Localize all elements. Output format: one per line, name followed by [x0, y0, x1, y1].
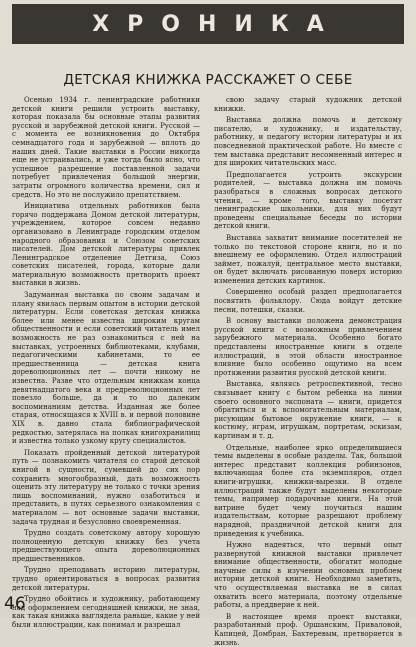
- paragraph: Совершенно особый раздел предполагается посвятить фольклору. Сюда войдут детские песни, потешки, сказки.: [214, 288, 402, 314]
- paragraph: Трудно обойтись и художнику, работающему над оформлением сегодняшней книжки, не зная, как такая книжка выглядела раньше, какие у ней были иллюстрации, как понимал и разрешал: [12, 595, 200, 630]
- right-text-column: [214, 96, 402, 647]
- paragraph: Выставка, являясь ретроспективной, тесно связывает книгу с бытом ребенка на линии своего основного экспоната — книги, придется обратиться и к вспомогательным материалам, рисующим бытовое окружение книги, — к костюму, играм, игрушкам, портретам, эскизам, картинам и т. д.: [214, 380, 402, 440]
- paragraph: В настоящее время проект выставки, разработанный проф. Оршанским, Приваловой, Капицей, Домбран, Бахтеревым, претворяется в жизнь.: [214, 612, 402, 647]
- paragraph: Трудно преподавать историю литературы, трудно ориентироваться в вопросах развития детской литературы.: [12, 566, 200, 592]
- paragraph: Инициатива отдельных работников была горячо поддержана Домом детской литературы, учреждением, которое совсем недавно организовано в Ленинграде городским отделом народного образования и Союзом советских писателей. Дом детской литературы привлек Ленинградское отделение Детгиза, Союз советских писателей, города, которые дали материальную возможность претворить проект выставки в жизнь.: [12, 202, 200, 288]
- paragraph: Выставка захватит внимание посетителей не только по текстовой стороне книги, но и по внешнему ее оформлению. Отдел иллюстраций займет, пожалуй, центральное место выставки, он будет включать рисованную поверх историю изменения детских картинок.: [214, 233, 402, 285]
- paragraph: Трудно создать советскому автору хорошую полноценную детскую книжку без учета предшествующего опыта дореволюционных предшественников.: [12, 529, 200, 563]
- article-title: ДЕТСКАЯ КНИЖКА РАССКАЖЕТ О СЕБЕ: [63, 72, 353, 88]
- paragraph: Отдельные, наиболее ярко определившиеся темы выделены в особые разделы. Так, большой интерес представит коллекция робинзонов, включающая более ста экземпляров, отдел книги-игрушки, книжки-вырезки. В отделе иллюстраций также будут выделены некоторые темы, например подарочные книги. На этой витрине будет чему поучиться нашим издательствам, которые разрешают проблему нарядной, праздничной детской книги для приведения к учебника.: [214, 443, 402, 538]
- paragraph: Показать пройденный детской литературой путь — познакомить читателя со старой детской книгой в сущности, сумевшей до сих пор сохранить многообразный, дать возможность оценить эту литературу не только с точки зрения лишь воспоминаний, нужно озаботиться и представить, в путях серьезного ознакомления с материалом — вот основные задачи выставки, задача трудная и безусловно своевременная.: [12, 448, 200, 526]
- paragraph: свою задачу старый художник детской книжки.: [214, 96, 402, 113]
- paragraph: Выставка должна помочь и детскому писателю, и художнику, и издательству, работнику, и педагогу истории литературы и их повседневной практической работе. Но вместе с тем выставка представит несомненный интерес и для широких читательских масс.: [214, 116, 402, 168]
- paragraph: Предполагается устроить экскурсии родителей, — выставка должна им помочь разобраться в сложных вопросах детского чтения, — кроме того, выставку посетят ленинградские школьники, для них будут проведены специальные беседы по истории детской книги.: [214, 170, 402, 231]
- paragraph: Задуманная выставка по своим задачам и плану явилась первым опытом в истории детской литературы. Если советская детская книжка более или менее известна широким кругам общественности и если советский читатель имел возможность не раз ознакомиться с ней на выставках, устроенных библиотеками, клубами, педагогическими кабинетами, то ее предшественница — детская книга дореволюционных лет — почти никому не известна. Разве что отдельным книжкам конца девятнадцатого века и предреволюционных лет повезло больше, да и то по далеким воспоминаниям детства. Изданная же более старая, относящаяся к XVIII в. и первой половине XIX в. давно стала библиографической редкостью, затерялась на полках книгохранилищ и известна только узкому кругу специалистов.: [12, 291, 200, 446]
- paragraph: В основу выставки положена демонстрация русской книги с возможным привлечением зарубежного материала. Особенно богато представлены иностранные книги в отделе иллюстраций, в этой области иностранное влияние было особенно ощутимо на всем протяжении развития русской детской книги.: [214, 317, 402, 377]
- section-header-title: ХРОНИКА: [92, 11, 342, 37]
- paragraph: Нужно надеяться, что первый опыт развернутой книжной выставки привлечет внимание общественности, обогатит молодые научные силы в изучении основных проблем истории детской книги. Необходимо заметить, что осуществляемая выставка не в силах охватить всего материала, поэтому отдельные работы, а преддверие к ней.: [214, 541, 402, 610]
- paragraph: Осенью 1934 г. ленинградские работники детской книги решили устроить выставку, которая показала бы основные этапы развития русской и зарубежной детской книги. Русской — с момента ее возникновения до Октября семнадцатого года и зарубежной — вплоть до наших дней. Такие выставки в России никогда еще не устраивались, и уже тогда было ясно, что успешное разрешение поставленной задачи потребует привлечения большой энергии, затраты огромного количества времени, сил и средств. Но это не послужило препятствием.: [12, 96, 200, 199]
- section-header-banner: [12, 4, 404, 44]
- page-number: 46: [4, 594, 26, 614]
